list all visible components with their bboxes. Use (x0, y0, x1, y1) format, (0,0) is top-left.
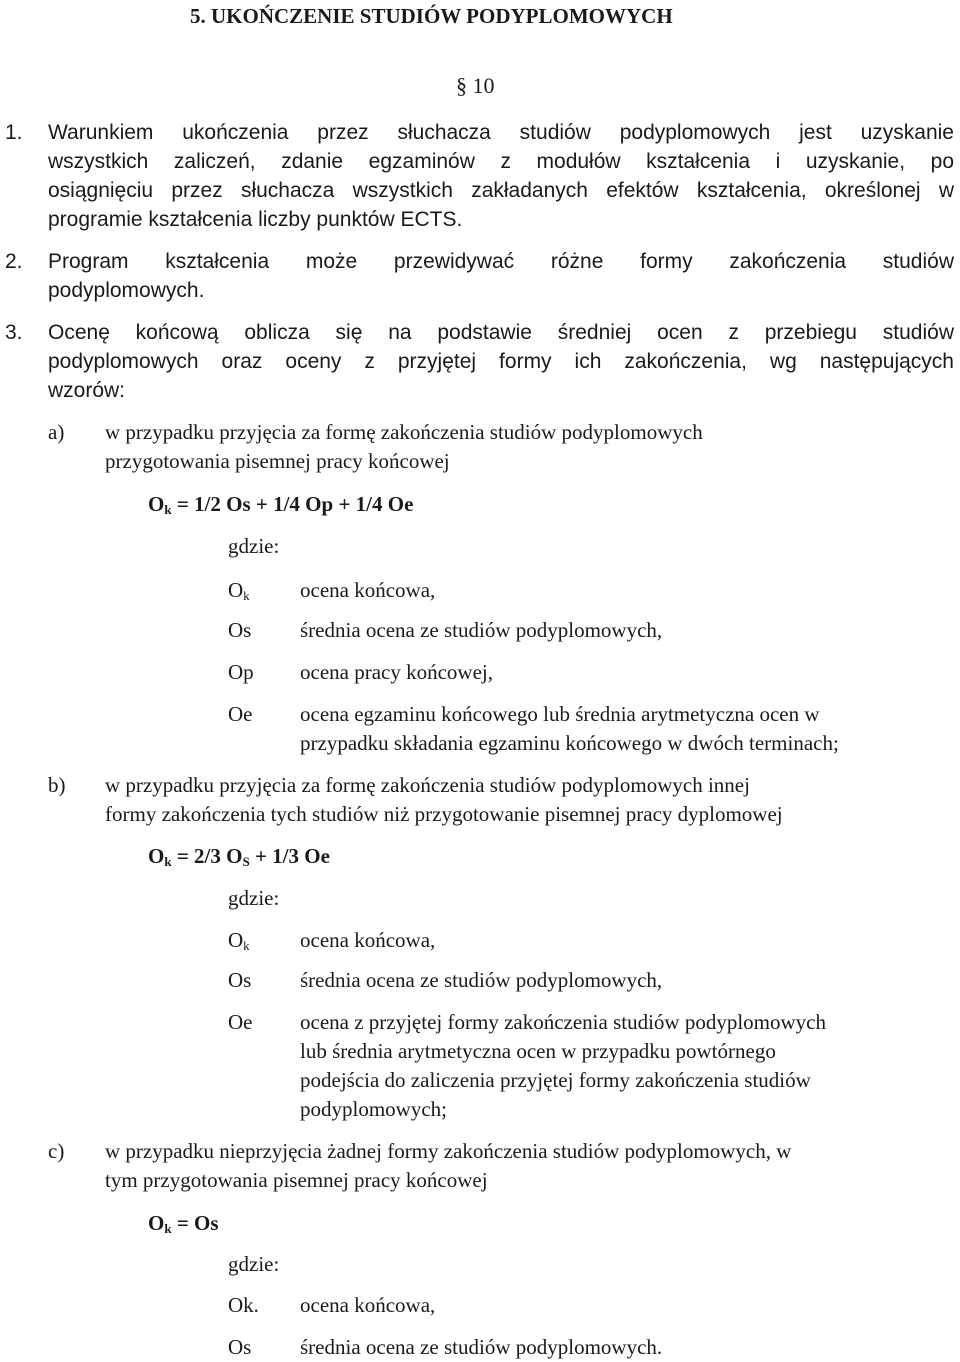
case-b-sym-os: Os (228, 968, 252, 992)
case-b-sym-oe: Oe (228, 1010, 253, 1034)
case-a-sym-op: Op (228, 660, 254, 684)
case-a-line-1: w przypadku przyjęcia za formę zakończenia studiów podyplomowych (105, 420, 703, 444)
case-a-sym-ok: $O_k$ (228, 578, 250, 603)
case-b-def-oe-4: podyplomowych; (300, 1097, 447, 1121)
case-a-def-ok: ocena końcowa, (300, 578, 436, 602)
case-b-gdzie: gdzie: (228, 886, 280, 910)
p1-line-1: Warunkiem ukończenia przez słuchacza studiów podyplomowych jest uzyskanie (48, 121, 954, 144)
case-a-sym-oe: Oe (228, 702, 253, 726)
case-a-gdzie: gdzie: (228, 534, 280, 558)
formula-b: $O_k = 2/3$ $O_S + 1/3$ Oe (148, 844, 330, 869)
p1-line-2: wszystkich zaliczeń, zdanie egzaminów z modułów kształcenia i uzyskanie, po (48, 150, 954, 173)
case-b-def-oe-1: ocena z przyjętej formy zakończenia studiów podyplomowych (300, 1010, 826, 1034)
case-a-def-oe-1: ocena egzaminu końcowego lub średnia arytmetyczna ocen w (300, 702, 820, 726)
p1-line-4: programie kształcenia liczby punktów ECTS. (48, 208, 463, 231)
p3-number: 3. (5, 321, 23, 344)
case-a-label: a) (48, 420, 65, 444)
case-a-def-op: ocena pracy końcowej, (300, 660, 493, 684)
case-c-line-2: tym przygotowania pisemnej pracy końcowej (105, 1168, 488, 1192)
case-c-def-os: średnia ocena ze studiów podyplomowych. (300, 1335, 663, 1359)
case-b-def-oe-2: lub średnia arytmetyczna ocen w przypadku powtórnego (300, 1039, 776, 1063)
p1-number: 1. (5, 121, 23, 144)
case-a-line-2: przygotowania pisemnej pracy końcowej (105, 449, 450, 473)
case-c-sym-ok: Ok. (228, 1293, 259, 1317)
case-a-def-oe-2: przypadku składania egzaminu końcowego w dwóch terminach; (300, 731, 839, 755)
case-b-line-1: w przypadku przyjęcia za formę zakończenia studiów podyplomowych innej (105, 773, 750, 797)
case-b-sym-ok: $O_k$ (228, 928, 250, 953)
formula-c: $O_k = Os$ (148, 1211, 219, 1236)
case-c-def-ok: ocena końcowa, (300, 1293, 436, 1317)
case-c-label: c) (48, 1139, 65, 1163)
p3-line-3: wzorów: (48, 379, 126, 402)
case-b-line-2: formy zakończenia tych studiów niż przygotowanie pisemnej pracy dyplomowej (105, 802, 783, 826)
p1-line-3: osiągnięciu przez słuchacza wszystkich zakładanych efektów kształcenia, określonej w (48, 179, 954, 202)
section-number: § 10 (456, 73, 495, 98)
p2-line-2: podyplomowych. (48, 279, 205, 302)
case-b-label: b) (48, 773, 66, 797)
case-b-def-os: średnia ocena ze studiów podyplomowych, (300, 968, 663, 992)
case-a-sym-os: Os (228, 618, 252, 642)
case-c-sym-os: Os (228, 1335, 252, 1359)
p2-number: 2. (5, 250, 23, 273)
chapter-heading: 5. UKOŃCZENIE STUDIÓW PODYPLOMOWYCH (190, 4, 673, 28)
case-b-def-oe-3: podejścia do zaliczenia przyjętej formy zakończenia studiów (300, 1068, 811, 1092)
case-a-def-os: średnia ocena ze studiów podyplomowych, (300, 618, 663, 642)
case-c-gdzie: gdzie: (228, 1252, 280, 1276)
p3-line-2: podyplomowych oraz oceny z przyjętej formy ich zakończenia, wg następujących (48, 350, 954, 373)
p2-line-1: Program kształcenia może przewidywać różne formy zakończenia studiów (48, 250, 954, 273)
case-b-def-ok: ocena końcowa, (300, 928, 436, 952)
case-c-line-1: w przypadku nieprzyjęcia żadnej formy zakończenia studiów podyplomowych, w (105, 1139, 792, 1163)
formula-a: $O_k = 1/2$ Os + 1/4 Op + 1/4 Oe (148, 492, 414, 517)
p3-line-1: Ocenę końcową oblicza się na podstawie średniej ocen z przebiegu studiów (48, 321, 954, 344)
